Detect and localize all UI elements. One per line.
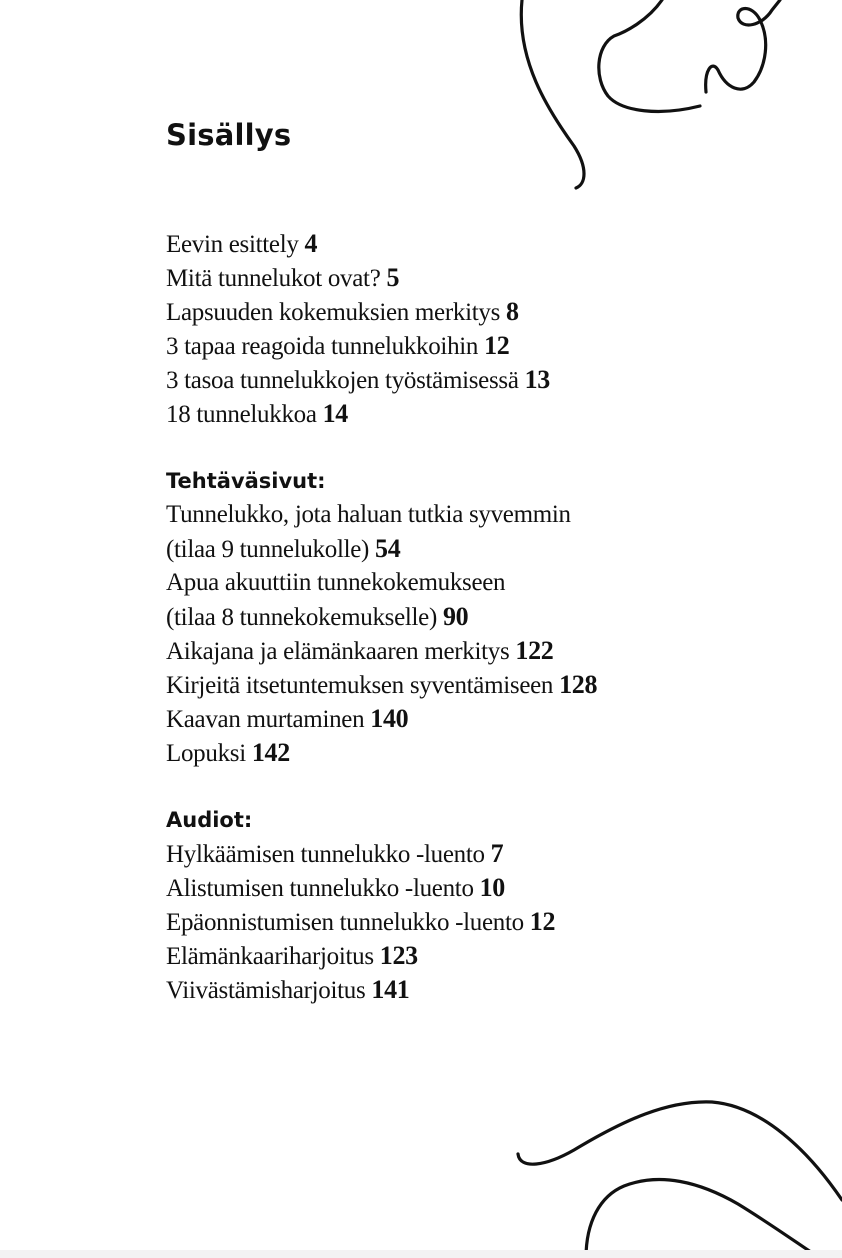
toc-entry-text: 3 tapaa reagoida tunnelukkoihin bbox=[166, 333, 479, 360]
toc-entry bbox=[166, 329, 806, 363]
toc-entry bbox=[166, 973, 806, 1007]
toc-entry-text: (tilaa 8 tunnekokemukselle) bbox=[166, 604, 437, 631]
section-heading: Tehtäväsivut: bbox=[166, 469, 326, 493]
toc-entry-text: Viivästämisharjoitus bbox=[166, 977, 366, 1004]
toc-page-number: 10 bbox=[479, 873, 505, 902]
toc-entry-text: Kirjeitä itsetuntemuksen syventämiseen bbox=[166, 672, 554, 699]
toc-page-number: 12 bbox=[529, 907, 556, 936]
toc-entry bbox=[166, 837, 806, 871]
section-heading: Audiot: bbox=[166, 808, 253, 832]
toc-entry bbox=[166, 363, 806, 397]
toc-entry-text: Epäonnistumisen tunnelukko -luento bbox=[166, 909, 524, 936]
toc-entry-text: Kaavan murtaminen bbox=[166, 706, 365, 733]
page-bottom-edge bbox=[0, 1250, 842, 1258]
toc-entry bbox=[166, 261, 806, 295]
toc-page-number: 4 bbox=[304, 229, 318, 258]
toc-page-number: 5 bbox=[386, 263, 400, 292]
toc-page-number: 12 bbox=[484, 331, 510, 360]
toc-entry-text: Hylkäämisen tunnelukko -luento bbox=[166, 841, 485, 868]
toc-page-number: 54 bbox=[375, 534, 401, 563]
toc-entry bbox=[166, 227, 806, 261]
toc-entry bbox=[166, 634, 806, 668]
toc-entry-text: Mitä tunnelukot ovat? bbox=[166, 265, 381, 292]
toc-section bbox=[166, 464, 806, 770]
toc-entry bbox=[166, 939, 806, 973]
toc-page-number: 123 bbox=[379, 941, 418, 970]
toc-entry-text: (tilaa 9 tunnelukolle) bbox=[166, 536, 370, 563]
toc-section bbox=[166, 227, 806, 431]
toc-entry bbox=[166, 871, 806, 905]
toc-entry-text: Aikajana ja elämänkaaren merkitys bbox=[166, 638, 510, 665]
toc-page-number: 141 bbox=[371, 975, 410, 1004]
toc-entry bbox=[166, 905, 806, 939]
toc-page-number: 142 bbox=[251, 738, 290, 767]
toc-entry bbox=[166, 702, 806, 736]
page-title: Sisällys bbox=[166, 118, 292, 152]
toc-page-number: 90 bbox=[442, 602, 469, 631]
line-art-bottom-wave bbox=[518, 1102, 842, 1200]
toc-page-number: 14 bbox=[322, 399, 348, 428]
toc-page-number: 7 bbox=[490, 839, 504, 868]
toc-section bbox=[166, 803, 806, 1007]
line-art-top-curl bbox=[706, 0, 780, 92]
toc-entry bbox=[166, 397, 806, 431]
toc-list bbox=[166, 498, 806, 770]
toc-entry-text: Lopuksi bbox=[166, 740, 246, 767]
toc-entry bbox=[166, 295, 806, 329]
toc-entry-text: 18 tunnelukkoa bbox=[166, 401, 317, 428]
toc-entry-text: Lapsuuden kokemuksien merkitys bbox=[166, 299, 500, 326]
toc-list bbox=[166, 837, 806, 1007]
toc-entry bbox=[166, 600, 806, 634]
toc-entry bbox=[166, 566, 806, 600]
toc-page-number: 128 bbox=[559, 670, 598, 699]
toc-page-number: 13 bbox=[524, 365, 550, 394]
table-of-contents bbox=[166, 227, 806, 1007]
toc-entry bbox=[166, 668, 806, 702]
toc-entry-text: Eevin esittely bbox=[166, 231, 299, 258]
toc-entry-text: 3 tasoa tunnelukkojen työstämisessä bbox=[166, 367, 519, 394]
toc-entry-text: Tunnelukko, jota haluan tutkia syvemmin bbox=[166, 501, 571, 528]
toc-entry-text: Alistumisen tunnelukko -luento bbox=[166, 875, 474, 902]
line-art-bottom-arc bbox=[586, 1180, 820, 1258]
line-art-top-face bbox=[599, 0, 700, 111]
toc-page-number: 122 bbox=[515, 636, 554, 665]
toc-page-number: 8 bbox=[505, 297, 519, 326]
toc-entry bbox=[166, 736, 806, 770]
toc-entry bbox=[166, 532, 806, 566]
toc-list bbox=[166, 227, 806, 431]
toc-entry bbox=[166, 498, 806, 532]
toc-entry-text: Apua akuuttiin tunnekokemukseen bbox=[166, 569, 506, 596]
line-art-top-stroke bbox=[521, 0, 584, 188]
toc-page-number: 140 bbox=[370, 704, 409, 733]
toc-entry-text: Elämänkaariharjoitus bbox=[166, 943, 374, 970]
